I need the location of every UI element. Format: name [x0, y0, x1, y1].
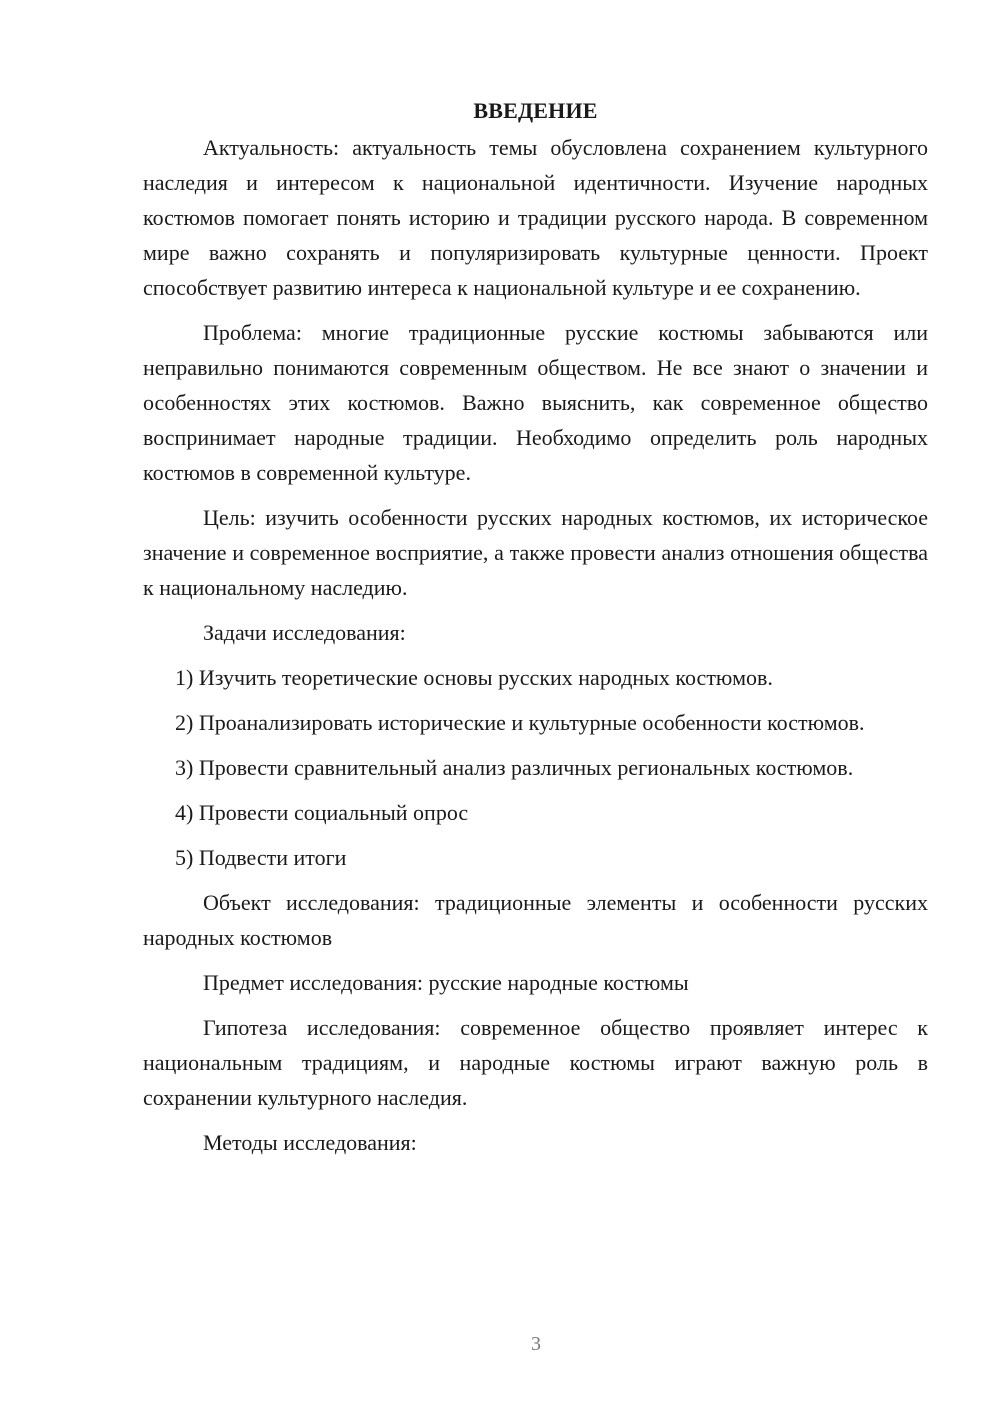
document-page — [143, 96, 928, 1170]
paragraph-object: Объект исследования: традиционные элементы и особенности русских народных костюмов — [143, 890, 928, 950]
page-number: 3 — [531, 1333, 541, 1355]
list-item: 5) Подвести итоги — [175, 845, 347, 870]
page-title: ВВЕДЕНИЕ — [473, 98, 598, 123]
list-item: 4) Провести социальный опрос — [175, 800, 469, 825]
paragraph-goal: Цель: изучить особенности русских народных костюмов, их историческое значение и современное восприятие, а также провести анализ отношения общества к национальному наследию. — [143, 505, 928, 600]
list-item: 3) Провести сравнительный анализ различных региональных костюмов. — [175, 755, 854, 780]
paragraph-subject: Предмет исследования: русские народные костюмы — [203, 970, 689, 995]
list-item: 2) Проанализировать исторические и культурные особенности костюмов. — [175, 710, 865, 735]
list-item: 1) Изучить теоретические основы русских народных костюмов. — [175, 665, 773, 690]
paragraph-relevance: Актуальность: актуальность темы обусловлена сохранением культурного наследия и интересом к национальной идентичности. Изучение народных костюмов помогает понять историю и традиции русского народа. В современном мире важно сохранять и популяризировать культурные ценности. Проект способствует развитию интереса к национальной культуре и ее сохранению. — [143, 135, 928, 300]
paragraph-problem: Проблема: многие традиционные русские костюмы забываются или неправильно понимаются современным обществом. Не все знают о значении и особенностях этих костюмов. Важно выяснить, как современное общество воспринимает народные традиции. Необходимо определить роль народных костюмов в современной культуре. — [143, 320, 928, 485]
tasks-list — [143, 660, 928, 875]
methods-heading: Методы исследования: — [203, 1130, 417, 1155]
tasks-heading: Задачи исследования: — [203, 620, 406, 645]
paragraph-hypothesis: Гипотеза исследования: современное общество проявляет интерес к национальным традициям, и народные костюмы играют важную роль в сохранении культурного наследия. — [143, 1015, 928, 1110]
